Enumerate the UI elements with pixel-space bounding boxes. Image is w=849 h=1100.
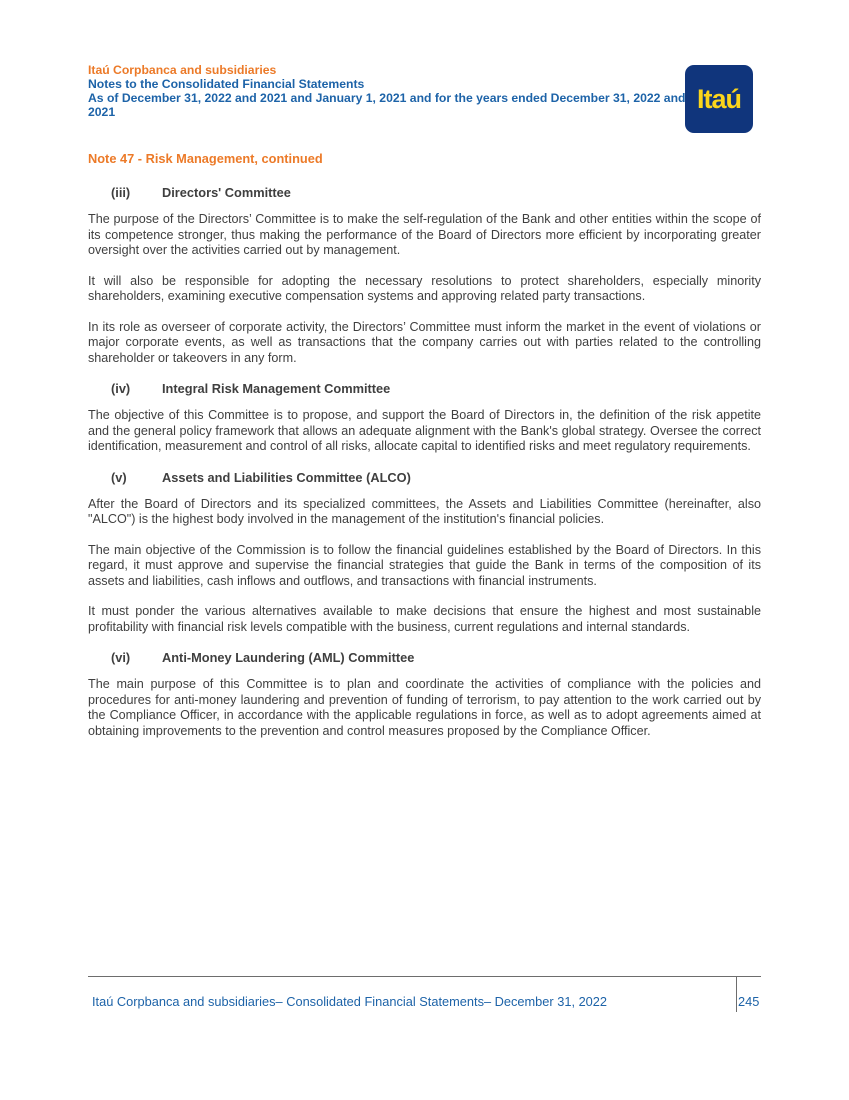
paragraph: After the Board of Directors and its specialized committees, the Assets and Liabilities Committee (hereinafter, also "ALCO") is the highest body involved in the management of the institution's financial policies.: [88, 496, 761, 526]
section-heading-iv: [88, 381, 761, 397]
section-number: (iv): [111, 381, 131, 396]
header-company: Itaú Corpbanca and subsidiaries: [88, 63, 277, 77]
section-heading-iii: [88, 185, 761, 201]
section-heading-vi: [88, 650, 761, 666]
itau-logo: [685, 65, 753, 133]
section-number: (v): [111, 469, 127, 485]
page-header: [88, 63, 688, 119]
section-number: (iii): [111, 185, 131, 200]
paragraph: The main purpose of this Committee is to plan and coordinate the activities of compliance with the policies and procedures for anti-money laundering and prevention of funding of terrorism, to pay attention to the work carried out by the Compliance Officer, in accordance with the applicable regulations in force, as well as to adopt agreements aimed at obtaining improvements to the prevention and control measures proposed by the Compliance Officer.: [88, 677, 761, 738]
page-number: 245: [738, 994, 760, 1009]
footer-text: Itaú Corpbanca and subsidiaries– Consolidated Financial Statements– December 31, 2022: [92, 994, 608, 1009]
header-period: As of December 31, 2022 and 2021 and January 1, 2021 and for the years ended December 31, 2022 and 2021: [88, 91, 686, 119]
section-number: (vi): [111, 650, 131, 665]
section-heading-v: [88, 470, 761, 486]
paragraph: It will also be responsible for adopting the necessary resolutions to protect shareholders, especially minority shareholders, examining executive compensation systems and approving related party transactions.: [88, 273, 761, 303]
header-subtitle: Notes to the Consolidated Financial Statements: [88, 77, 365, 91]
paragraph: The main objective of the Commission is to follow the financial guidelines established by the Board of Directors. In this regard, it must approve and supervise the financial strategies that guide the Bank in terms of the composition of its assets and liabilities, cash inflows and outflows, and transactions with financial instruments.: [88, 542, 761, 588]
section-title: Anti-Money Laundering (AML) Committee: [162, 650, 415, 665]
paragraph: In its role as overseer of corporate activity, the Directors’ Committee must inform the market in the event of violations or major corporate events, as well as transactions that the company carries out with parties related to the controlling shareholder or takeovers in any form.: [88, 319, 761, 365]
section-title: Assets and Liabilities Committee (ALCO): [162, 469, 411, 485]
paragraph: The purpose of the Directors’ Committee is to make the self-regulation of the Bank and other entities within the scope of its competence stronger, thus making the performance of the Board of Directors more efficient by incorporating greater oversight over the activities carried out by management.: [88, 212, 761, 257]
paragraph: It must ponder the various alternatives available to make decisions that ensure the highest and most sustainable profitability with financial risk levels compatible with the business, current regulations and internal standards.: [88, 604, 761, 634]
footer-page-divider: [736, 976, 737, 1012]
logo-text: Itaú: [696, 83, 741, 114]
section-title: Directors' Committee: [162, 185, 291, 200]
note-title: Note 47 - Risk Management, continued: [88, 151, 323, 166]
footer-divider: [88, 976, 761, 977]
document-body: [88, 185, 761, 754]
paragraph: The objective of this Committee is to propose, and support the Board of Directors in, the definition of the risk appetite and the general policy framework that allows an adequate alignment with the Bank's global strategy. Oversee the correct identification, measurement and control of all risks, allocate capital to identified risks and meet regulatory requirements.: [88, 408, 761, 453]
section-title: Integral Risk Management Committee: [162, 381, 391, 396]
